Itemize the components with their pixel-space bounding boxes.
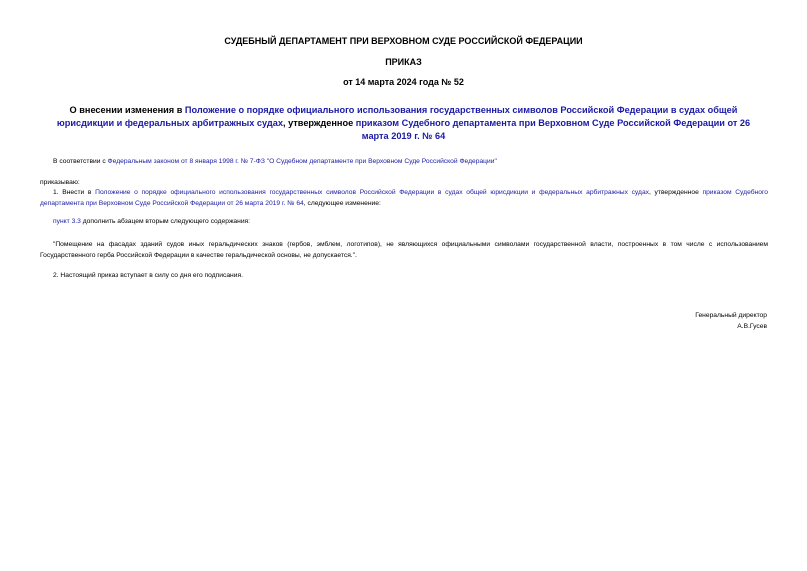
title-order-link[interactable]: приказом Судебного департамента при Верховном Суде Российской Федерации от 26 марта 2019 г. № 64 [355, 118, 751, 141]
title-middle: , утвержденное [282, 118, 356, 128]
point-3-3-link[interactable]: пункт 3.3 [53, 218, 81, 225]
orders-paragraph: приказываю: [40, 179, 80, 186]
signatory-name: А.В.Гусев [737, 323, 767, 330]
item-1-paragraph [40, 187, 768, 209]
document-title [45, 104, 762, 143]
item-1-regulation-link[interactable]: Положение о порядке официального использования государственных символов Российской Федерации в судах общей юрисдикции и федеральных арбитражных судах [95, 189, 650, 196]
item-1-suffix: , следующее изменение: [303, 200, 381, 207]
point-text: дополнить абзацем вторым следующего содержания: [80, 218, 251, 225]
title-regulation-link[interactable]: Положение о порядке официального использования государственных символов Российской Федерации в судах общей юрисдикции и федеральных арбитражных судах [56, 105, 738, 128]
title-prefix: О внесении изменения в [69, 105, 185, 115]
quote-paragraph: "Помещение на фасадах зданий судов иных геральдических знаков (гербов, эмблем, логотипов), не являющихся официальными символами государственной власти, построенных в том числе с использованием Государственного герба Российской Федерации в качестве геральдической основы, не допускается.". [40, 241, 768, 259]
item-1-prefix: 1. Внести в [53, 189, 96, 196]
item-2-paragraph: 2. Настоящий приказ вступает в силу со дня его подписания. [53, 272, 243, 279]
document-date-number: от 14 марта 2024 года № 52 [343, 77, 464, 87]
signatory-position: Генеральный директор [695, 312, 767, 319]
item-1-order-link[interactable]: приказом Судебного департамента при Верховном Суде Российской Федерации от 26 марта 2019 г. № 64 [40, 189, 768, 207]
point-paragraph [40, 216, 768, 227]
basis-prefix: В соответствии с [53, 158, 108, 165]
federal-law-link[interactable]: Федеральным законом от 8 января 1998 г. № 7-ФЗ "О Судебном департаменте при Верховном Суде Российской Федерации" [107, 158, 497, 165]
item-1-middle: , утвержденное [649, 189, 703, 196]
issuer-heading: СУДЕБНЫЙ ДЕПАРТАМЕНТ ПРИ ВЕРХОВНОМ СУДЕ РОССИЙСКОЙ ФЕДЕРАЦИИ [224, 36, 583, 46]
document-type: ПРИКАЗ [385, 57, 422, 67]
basis-paragraph [40, 156, 768, 167]
